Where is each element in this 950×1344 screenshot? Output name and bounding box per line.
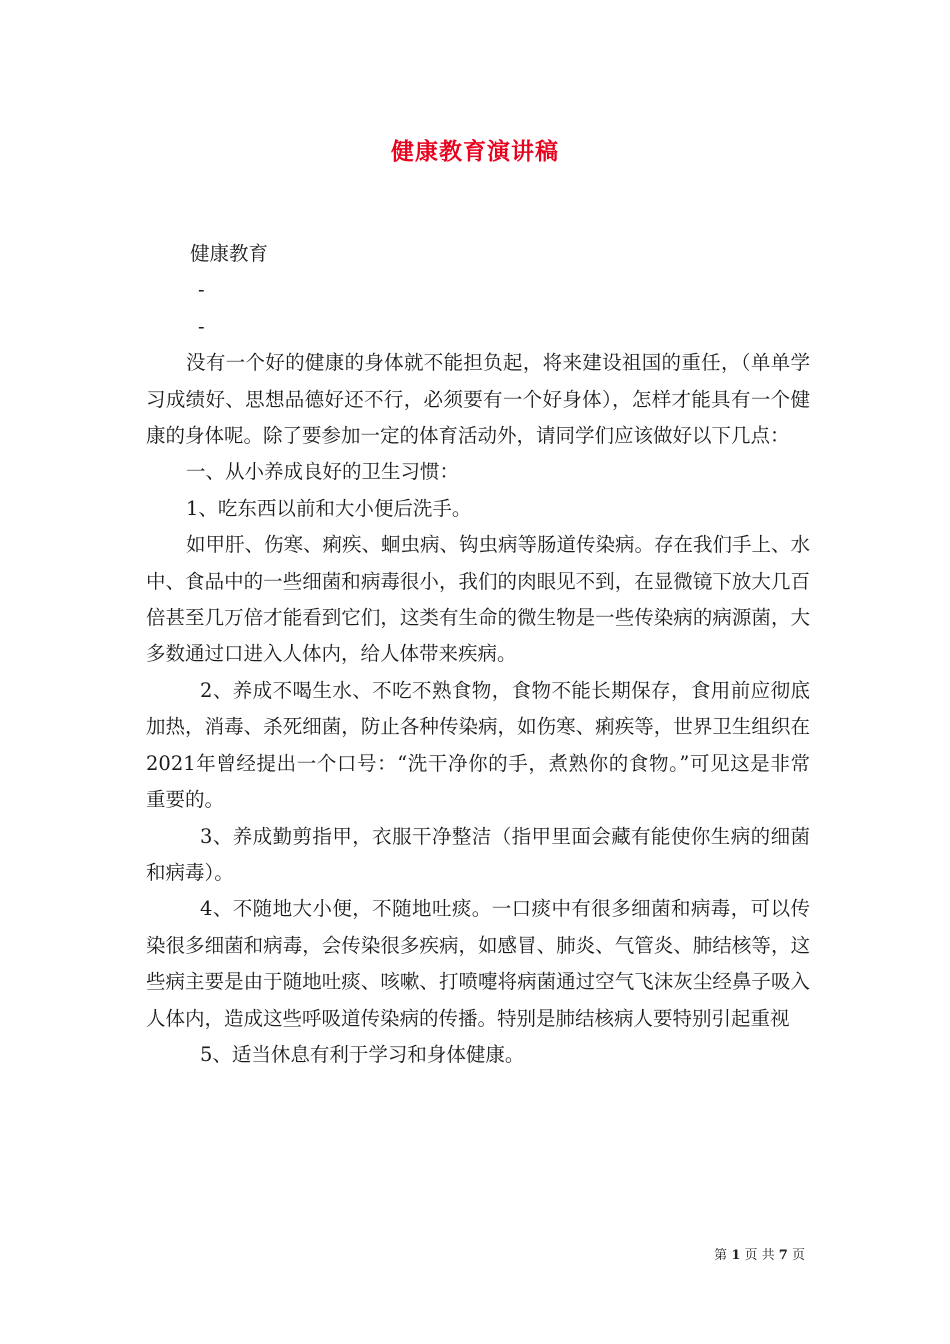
dash-line: - [198,314,205,338]
section-subheading: 一、从小养成良好的卫生习惯： [186,460,460,484]
list-item: 3、养成勤剪指甲，衣服干净整洁（指甲里面会藏有能使你生病的细菌和病毒）。 [146,824,810,884]
body-paragraph: 如甲肝、伤寒、痢疾、蛔虫病、钩虫病等肠道传染病。存在我们手上、水中、食品中的一些细菌和病毒很小，我们的肉眼见不到，在显微镜下放大几百倍甚至几万倍才能看到它们，这类有生命的微生物是一些传染病的病源菌，大多数通过口进入人体内，给人体带来疾病。 [146,533,811,666]
document-title: 健康教育演讲稿 [391,138,559,165]
section-heading: 健康教育 [190,242,269,265]
list-item: 1、吃东西以前和大小便后洗手。 [186,496,472,520]
dash-line: - [198,278,205,302]
intro-paragraph: 没有一个好的健康的身体就不能担负起，将来建设祖国的重任，（单单学习成绩好、思想品德好还不行，必须要有一个好身体），怎样才能具有一个健康的身体呢。除了要参加一定的体育活动外，请同学们应该做好以下几点： [146,351,810,448]
footer-prefix: 第 [714,1248,728,1263]
footer-suffix: 页 [791,1248,805,1263]
page-footer [714,1244,805,1263]
footer-middle: 页 共 [744,1248,775,1263]
current-page-number: 1 [731,1248,741,1263]
document-body [146,236,810,1073]
list-item: 2、养成不喝生水、不吃不熟食物，食物不能长期保存，食用前应彻底加热，消毒、杀死细菌，防止各种传染病，如伤寒、痢疾等，世界卫生组织在2021年曾经提出一个口号：“洗干净你的手，煮熟你的食物。”可见这是非常重要的。 [146,678,810,812]
list-item: 5、适当休息有利于学习和身体健康。 [200,1042,525,1066]
list-item: 4、不随地大小便，不随地吐痰。一口痰中有很多细菌和病毒，可以传染很多细菌和病毒，会传染很多疾病，如感冒、肺炎、气管炎、肺结核等，这些病主要是由于随地吐痰、咳嗽、打喷嚏将病菌通过空气飞沫灰尘经鼻子吸入人体内，造成这些呼吸道传染病的传播。特别是肺结核病人要特别引起重视 [146,897,810,1030]
total-pages-number: 7 [778,1248,788,1263]
